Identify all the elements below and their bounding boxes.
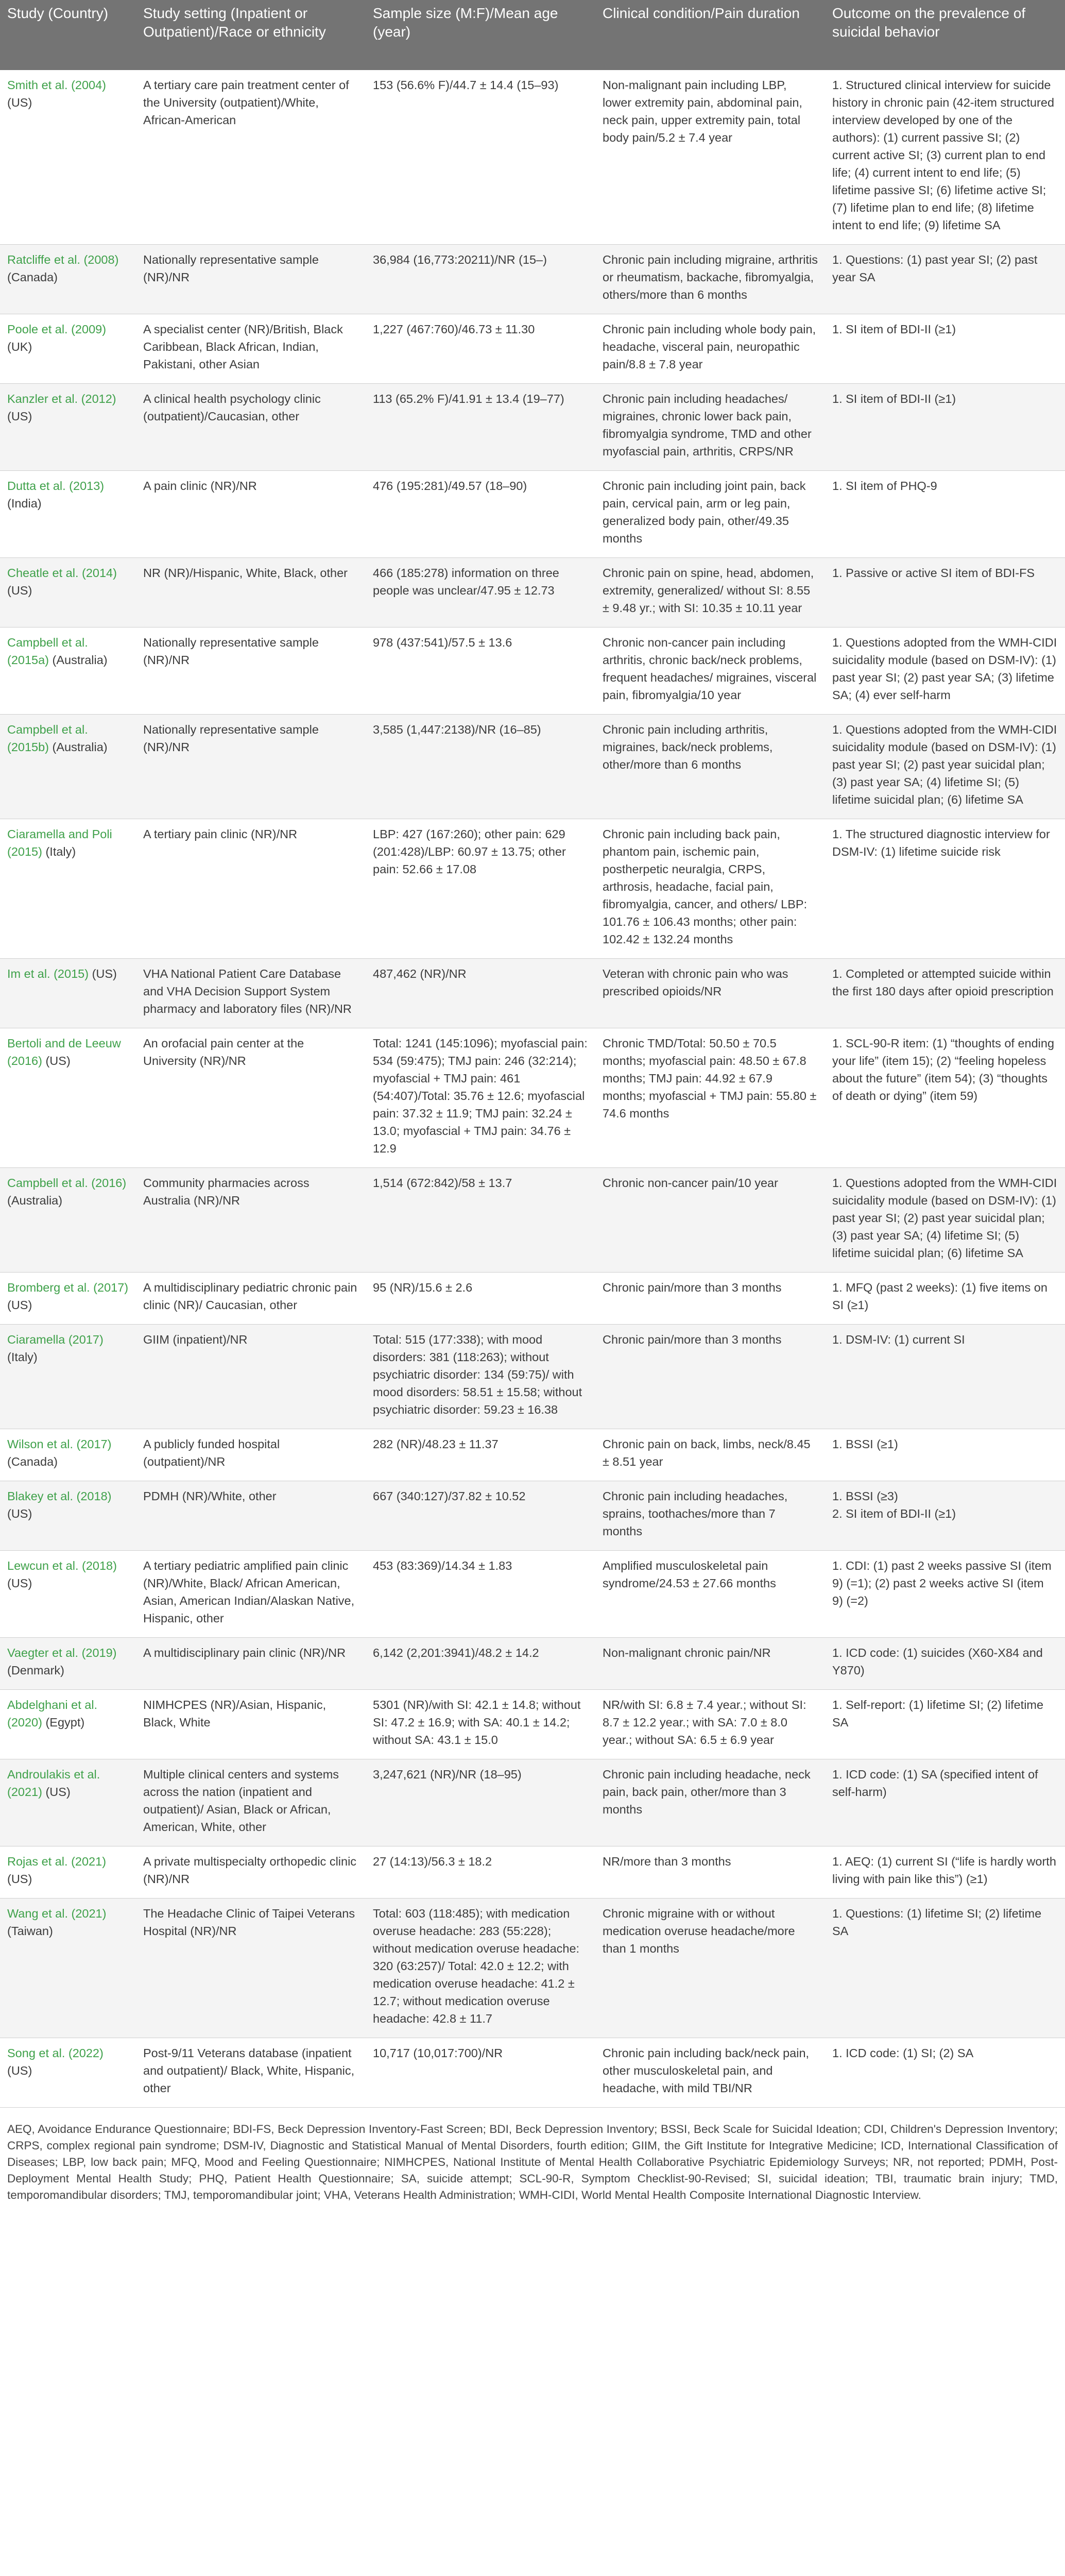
cell-condition: NR/more than 3 months — [595, 1846, 825, 1899]
study-citation-link[interactable]: Blakey et al. (2018) — [7, 1489, 112, 1503]
cell-setting: VHA National Patient Care Database and VHA Decision Support System pharmacy and laboratory files (NR)/NR — [136, 959, 366, 1028]
cell-study — [0, 1481, 136, 1551]
cell-study — [0, 1690, 136, 1759]
study-citation-link[interactable]: Abdelghani et al. (2020) — [7, 1698, 98, 1729]
cell-study — [0, 1325, 136, 1429]
cell-sample: 3,585 (1,447:2138)/NR (16–85) — [366, 715, 595, 819]
cell-sample: 10,717 (10,017:700)/NR — [366, 2038, 595, 2108]
study-country: (US) — [42, 1785, 71, 1799]
cell-outcome: 1. ICD code: (1) suicides (X60-X84 and Y870) — [825, 1638, 1065, 1690]
cell-sample: 978 (437:541)/57.5 ± 13.6 — [366, 628, 595, 715]
cell-study — [0, 628, 136, 715]
study-country: (US) — [42, 1054, 71, 1067]
cell-outcome: 1. SCL-90-R item: (1) “thoughts of ending your life” (item 15); (2) “feeling hopeless about the future” (item 54); (3) “thoughts of death or dying” (item 59) — [825, 1028, 1065, 1168]
table-row — [0, 558, 1065, 628]
study-citation-link[interactable]: Poole et al. (2009) — [7, 323, 107, 336]
cell-outcome: 1. CDI: (1) past 2 weeks passive SI (item 9) (=1); (2) past 2 weeks active SI (item 9) (=2) — [825, 1551, 1065, 1638]
study-citation-link[interactable]: Ratcliffe et al. (2008) — [7, 253, 119, 266]
header-setting: Study setting (Inpatient or Outpatient)/Race or ethnicity — [136, 0, 366, 70]
cell-sample: 487,462 (NR)/NR — [366, 959, 595, 1028]
study-country: (US) — [7, 410, 32, 423]
cell-sample: 113 (65.2% F)/41.91 ± 13.4 (19–77) — [366, 384, 595, 471]
table-row — [0, 1690, 1065, 1759]
cell-setting: The Headache Clinic of Taipei Veterans Hospital (NR)/NR — [136, 1899, 366, 2038]
cell-sample: 282 (NR)/48.23 ± 11.37 — [366, 1429, 595, 1481]
cell-sample: 27 (14:13)/56.3 ± 18.2 — [366, 1846, 595, 1899]
cell-sample: Total: 515 (177:338); with mood disorders: 381 (118:263); without psychiatric disorder: 134 (59:75)/ with mood disorders: 58.51 ± 15.58; without psychiatric disorder: 59.23 ± 16.38 — [366, 1325, 595, 1429]
cell-condition: Chronic pain including migraine, arthritis or rheumatism, backache, fibromyalgia, others/more than 6 months — [595, 245, 825, 314]
cell-setting: NR (NR)/Hispanic, White, Black, other — [136, 558, 366, 628]
cell-condition: Chronic pain/more than 3 months — [595, 1273, 825, 1325]
study-citation-link[interactable]: Ciaramella (2017) — [7, 1333, 104, 1346]
cell-setting: Post-9/11 Veterans database (inpatient and outpatient)/ Black, White, Hispanic, other — [136, 2038, 366, 2108]
cell-condition: Non-malignant pain including LBP, lower extremity pain, abdominal pain, neck pain, upper extremity pain, total body pain/5.2 ± 7.4 year — [595, 70, 825, 245]
study-citation-link[interactable]: Campbell et al. (2015a) — [7, 636, 88, 667]
cell-study — [0, 245, 136, 314]
cell-study — [0, 1028, 136, 1168]
cell-sample: 95 (NR)/15.6 ± 2.6 — [366, 1273, 595, 1325]
cell-condition: Chronic non-cancer pain/10 year — [595, 1168, 825, 1273]
cell-outcome: 1. Questions: (1) past year SI; (2) past year SA — [825, 245, 1065, 314]
cell-condition: NR/with SI: 6.8 ± 7.4 year.; without SI: 8.7 ± 12.2 year.; with SA: 7.0 ± 8.0 year.; without SA: 6.5 ± 6.9 year — [595, 1690, 825, 1759]
study-citation-link[interactable]: Ciaramella and Poli (2015) — [7, 827, 112, 858]
study-citation-link[interactable]: Wang et al. (2021) — [7, 1907, 107, 1920]
cell-outcome: 1. DSM-IV: (1) current SI — [825, 1325, 1065, 1429]
cell-condition: Non-malignant chronic pain/NR — [595, 1638, 825, 1690]
cell-condition: Chronic pain including back/neck pain, other musculoskeletal pain, and headache, with mild TBI/NR — [595, 2038, 825, 2108]
cell-outcome: 1. ICD code: (1) SA (specified intent of self-harm) — [825, 1759, 1065, 1846]
study-country: (UK) — [7, 340, 32, 353]
cell-outcome: 1. Self-report: (1) lifetime SI; (2) lifetime SA — [825, 1690, 1065, 1759]
cell-condition: Chronic pain including joint pain, back pain, cervical pain, arm or leg pain, generalized body pain, other/49.35 months — [595, 471, 825, 558]
table-row — [0, 1273, 1065, 1325]
table-row — [0, 959, 1065, 1028]
cell-study — [0, 1759, 136, 1846]
cell-setting: NIMHCPES (NR)/Asian, Hispanic, Black, White — [136, 1690, 366, 1759]
cell-sample: 476 (195:281)/49.57 (18–90) — [366, 471, 595, 558]
study-citation-link[interactable]: Kanzler et al. (2012) — [7, 392, 116, 405]
cell-condition: Chronic pain including whole body pain, headache, visceral pain, neuropathic pain/8.8 ± 7.8 year — [595, 314, 825, 384]
table-row — [0, 1028, 1065, 1168]
table-row — [0, 384, 1065, 471]
cell-condition: Chronic pain on back, limbs, neck/8.45 ± 8.51 year — [595, 1429, 825, 1481]
cell-setting: A tertiary pediatric amplified pain clinic (NR)/White, Black/ African American, Asian, American Indian/Alaskan Native, Hispanic, other — [136, 1551, 366, 1638]
study-country: (US) — [7, 584, 32, 597]
table-row — [0, 70, 1065, 245]
cell-study — [0, 471, 136, 558]
cell-condition: Chronic pain including headaches, sprains, toothaches/more than 7 months — [595, 1481, 825, 1551]
cell-sample: Total: 1241 (145:1096); myofascial pain: 534 (59:475); TMJ pain: 246 (32:214); myofascial + TMJ pain: 461 (54:407)/Total: 35.76 ± 12.6; myofascial pain: 37.32 ± 11.9; TMJ pain: 32.24 ± 13.0; myofascial + TMJ pain: 34.76 ± 12.9 — [366, 1028, 595, 1168]
cell-outcome: 1. MFQ (past 2 weeks): (1) five items on SI (≥1) — [825, 1273, 1065, 1325]
cell-condition: Chronic pain on spine, head, abdomen, extremity, generalized/ without SI: 8.55 ± 9.48 yr.; with SI: 10.35 ± 10.11 year — [595, 558, 825, 628]
study-country: (US) — [7, 2064, 32, 2077]
cell-study — [0, 558, 136, 628]
study-country: (India) — [7, 497, 42, 510]
table-header — [0, 0, 1065, 70]
table-row — [0, 628, 1065, 715]
cell-sample: 1,514 (672:842)/58 ± 13.7 — [366, 1168, 595, 1273]
table-row — [0, 314, 1065, 384]
table-row — [0, 1325, 1065, 1429]
cell-sample: 5301 (NR)/with SI: 42.1 ± 14.8; without SI: 47.2 ± 16.9; with SA: 40.1 ± 14.2; without SA: 43.1 ± 15.0 — [366, 1690, 595, 1759]
study-citation-link[interactable]: Campbell et al. (2016) — [7, 1176, 127, 1190]
cell-setting: An orofacial pain center at the University (NR)/NR — [136, 1028, 366, 1168]
study-country: (Italy) — [7, 1350, 38, 1364]
study-citation-link[interactable]: Lewcun et al. (2018) — [7, 1559, 117, 1572]
cell-sample: 3,247,621 (NR)/NR (18–95) — [366, 1759, 595, 1846]
table-row — [0, 1429, 1065, 1481]
cell-outcome: 1. Questions adopted from the WMH-CIDI suicidality module (based on DSM-IV): (1) past year SI; (2) past year SA; (3) lifetime SA; (4) ever self-harm — [825, 628, 1065, 715]
cell-outcome: 1. AEQ: (1) current SI (“life is hardly worth living with pain like this”) (≥1) — [825, 1846, 1065, 1899]
study-country: (Australia) — [49, 740, 108, 754]
table-row — [0, 819, 1065, 959]
table-row — [0, 1551, 1065, 1638]
study-citation-link[interactable]: Bertoli and de Leeuw (2016) — [7, 1037, 121, 1067]
cell-setting: PDMH (NR)/White, other — [136, 1481, 366, 1551]
cell-study — [0, 1273, 136, 1325]
study-citation-link[interactable]: Vaegter et al. (2019) — [7, 1646, 117, 1659]
cell-condition: Chronic pain including back pain, phantom pain, ischemic pain, postherpetic neuralgia, CRPS, arthrosis, headache, facial pain, fibromyalgia, cancer, and others/ LBP: 101.76 ± 106.43 months; other pain: 102.42 ± 132.24 months — [595, 819, 825, 959]
study-citation-link[interactable]: Bromberg et al. (2017) — [7, 1281, 129, 1294]
cell-setting: A publicly funded hospital (outpatient)/NR — [136, 1429, 366, 1481]
table-row — [0, 2038, 1065, 2108]
cell-setting: A clinical health psychology clinic (outpatient)/Caucasian, other — [136, 384, 366, 471]
cell-outcome: 1. Questions: (1) lifetime SI; (2) lifetime SA — [825, 1899, 1065, 2038]
cell-condition: Chronic migraine with or without medication overuse headache/more than 1 months — [595, 1899, 825, 2038]
cell-study — [0, 1846, 136, 1899]
cell-sample: LBP: 427 (167:260); other pain: 629 (201:428)/LBP: 60.97 ± 13.75; other pain: 52.66 ± 17.08 — [366, 819, 595, 959]
table-row — [0, 1846, 1065, 1899]
study-citation-link[interactable]: Song et al. (2022) — [7, 2046, 104, 2060]
study-citation-link[interactable]: Dutta et al. (2013) — [7, 479, 105, 493]
cell-condition: Chronic non-cancer pain including arthritis, chronic back/neck problems, frequent headaches/ migraines, visceral pain, fibromyalgia/10 year — [595, 628, 825, 715]
study-citation-link[interactable]: Rojas et al. (2021) — [7, 1855, 107, 1868]
cell-study — [0, 1899, 136, 2038]
cell-condition: Chronic pain/more than 3 months — [595, 1325, 825, 1429]
cell-study — [0, 715, 136, 819]
table-row — [0, 715, 1065, 819]
cell-setting: Community pharmacies across Australia (NR)/NR — [136, 1168, 366, 1273]
cell-condition: Chronic pain including headache, neck pain, back pain, other/more than 3 months — [595, 1759, 825, 1846]
header-study: Study (Country) — [0, 0, 136, 70]
header-sample: Sample size (M:F)/Mean age (year) — [366, 0, 595, 70]
cell-setting: A tertiary care pain treatment center of the University (outpatient)/White, African-American — [136, 70, 366, 245]
cell-condition: Chronic pain including headaches/ migraines, chronic lower back pain, fibromyalgia syndrome, TMD and other myofascial pain, arthritis, CRPS/NR — [595, 384, 825, 471]
study-citation-link[interactable]: Cheatle et al. (2014) — [7, 566, 117, 580]
table-body — [0, 70, 1065, 2108]
cell-outcome: 1. ICD code: (1) SI; (2) SA — [825, 2038, 1065, 2108]
cell-study — [0, 819, 136, 959]
study-citation-link[interactable]: Androulakis et al. (2021) — [7, 1768, 100, 1799]
cell-outcome: 1. BSSI (≥1) — [825, 1429, 1065, 1481]
cell-sample: 453 (83:369)/14.34 ± 1.83 — [366, 1551, 595, 1638]
cell-setting: GIIM (inpatient)/NR — [136, 1325, 366, 1429]
study-citation-link[interactable]: Wilson et al. (2017) — [7, 1437, 112, 1451]
table-row — [0, 1481, 1065, 1551]
table-row — [0, 1899, 1065, 2038]
cell-condition: Amplified musculoskeletal pain syndrome/24.53 ± 27.66 months — [595, 1551, 825, 1638]
cell-outcome: 1. SI item of PHQ-9 — [825, 471, 1065, 558]
cell-study — [0, 70, 136, 245]
cell-study — [0, 2038, 136, 2108]
cell-setting: A specialist center (NR)/British, Black Caribbean, Black African, Indian, Pakistani, other Asian — [136, 314, 366, 384]
study-country: (Canada) — [7, 1455, 58, 1468]
header-outcome: Outcome on the prevalence of suicidal behavior — [825, 0, 1065, 70]
study-country: (US) — [7, 1872, 32, 1886]
cell-outcome: 1. Questions adopted from the WMH-CIDI suicidality module (based on DSM-IV): (1) past year SI; (2) past year suicidal plan; (3) past year SA; (4) lifetime SI; (5) lifetime suicidal plan; (6) lifetime SA — [825, 1168, 1065, 1273]
cell-setting: Nationally representative sample (NR)/NR — [136, 715, 366, 819]
table-row — [0, 1638, 1065, 1690]
cell-sample: 466 (185:278) information on three people was unclear/47.95 ± 12.73 — [366, 558, 595, 628]
cell-outcome: 1. Passive or active SI item of BDI-FS — [825, 558, 1065, 628]
cell-setting: A multidisciplinary pain clinic (NR)/NR — [136, 1638, 366, 1690]
cell-setting: Multiple clinical centers and systems across the nation (inpatient and outpatient)/ Asian, Black or African, American, White, other — [136, 1759, 366, 1846]
cell-sample: 36,984 (16,773:20211)/NR (15–) — [366, 245, 595, 314]
cell-setting: A multidisciplinary pediatric chronic pain clinic (NR)/ Caucasian, other — [136, 1273, 366, 1325]
cell-sample: 153 (56.6% F)/44.7 ± 14.4 (15–93) — [366, 70, 595, 245]
study-country: (Egypt) — [42, 1716, 85, 1729]
header-condition: Clinical condition/Pain duration — [595, 0, 825, 70]
study-country: (Canada) — [7, 270, 58, 284]
table-row — [0, 1168, 1065, 1273]
table-row — [0, 1759, 1065, 1846]
study-country: (Denmark) — [7, 1664, 64, 1677]
table-row — [0, 245, 1065, 314]
study-country: (US) — [89, 967, 117, 980]
table-row — [0, 471, 1065, 558]
cell-study — [0, 1551, 136, 1638]
cell-study — [0, 314, 136, 384]
cell-study — [0, 384, 136, 471]
study-country: (US) — [7, 1507, 32, 1520]
cell-outcome: 1. Completed or attempted suicide within the first 180 days after opioid prescription — [825, 959, 1065, 1028]
cell-study — [0, 1638, 136, 1690]
cell-setting: Nationally representative sample (NR)/NR — [136, 245, 366, 314]
cell-outcome: 1. The structured diagnostic interview for DSM-IV: (1) lifetime suicide risk — [825, 819, 1065, 959]
cell-setting: A tertiary pain clinic (NR)/NR — [136, 819, 366, 959]
study-citation-link[interactable]: Im et al. (2015) — [7, 967, 89, 980]
cell-setting: Nationally representative sample (NR)/NR — [136, 628, 366, 715]
cell-condition: Chronic TMD/Total: 50.50 ± 70.5 months; myofascial pain: 48.50 ± 67.8 months; TMJ pain: 44.92 ± 67.9 months; myofascial + TMJ pain: 55.80 ± 74.6 months — [595, 1028, 825, 1168]
cell-study — [0, 959, 136, 1028]
cell-condition: Chronic pain including arthritis, migraines, back/neck problems, other/more than 6 months — [595, 715, 825, 819]
study-country: (Australia) — [7, 1194, 63, 1207]
cell-outcome: 1. BSSI (≥3) 2. SI item of BDI-II (≥1) — [825, 1481, 1065, 1551]
study-citation-link[interactable]: Smith et al. (2004) — [7, 78, 107, 92]
study-country: (US) — [7, 1577, 32, 1590]
cell-study — [0, 1168, 136, 1273]
study-country: (Australia) — [49, 653, 108, 667]
table-footnote: AEQ, Avoidance Endurance Questionnaire; BDI-FS, Beck Depression Inventory-Fast Screen; BDI, Beck Depression Inventory; BSSI, Beck Scale for Suicidal Ideation; CDI, Children's Depression Inventory; CRPS, complex regional pain syndrome; DSM-IV, Diagnostic and Statistical Manual of Mental Disorders, fourth edition; GIIM, the Gift Institute for Integrative Medicine; ICD, International Classification of Diseases; LBP, low back pain; MFQ, Mood and Feeling Questionnaire; NIMHCPES, National Institute of Mental Health Collaborative Psychiatric Epidemiology Surveys; NR, not reported; PDMH, Post-Deployment Mental Health Study; PHQ, Patient Health Questionnaire; SA, suicide attempt; SCL-90-R, Symptom Checklist-90-Revised; SI, suicidal ideation; TBI, traumatic brain injury; TMD, temporomandibular disorders; TMJ, temporomandibular joint; VHA, Veterans Health Administration; WMH-CIDI, World Mental Health Composite International Diagnostic Interview. — [7, 2123, 1058, 2201]
cell-outcome: 1. Structured clinical interview for suicide history in chronic pain (42-item structured interview developed by one of the authors): (1) current passive SI; (2) current active SI; (3) current plan to end life; (4) current intent to end life; (5) lifetime passive SI; (6) lifetime active SI; (7) lifetime plan to end life; (8) lifetime intent to end life; (9) lifetime SA — [825, 70, 1065, 245]
study-citation-link[interactable]: Campbell et al. (2015b) — [7, 723, 88, 754]
cell-setting: A pain clinic (NR)/NR — [136, 471, 366, 558]
cell-outcome: 1. Questions adopted from the WMH-CIDI suicidality module (based on DSM-IV): (1) past year SI; (2) past year suicidal plan; (3) past year SA; (4) lifetime SI; (5) lifetime suicidal plan; (6) lifetime SA — [825, 715, 1065, 819]
cell-sample: 6,142 (2,201:3941)/48.2 ± 14.2 — [366, 1638, 595, 1690]
study-country: (US) — [7, 1298, 32, 1312]
cell-study — [0, 1429, 136, 1481]
cell-sample: 667 (340:127)/37.82 ± 10.52 — [366, 1481, 595, 1551]
cell-outcome: 1. SI item of BDI-II (≥1) — [825, 384, 1065, 471]
cell-sample: Total: 603 (118:485); with medication overuse headache: 283 (55:228); without medication overuse headache: 320 (63:257)/ Total: 42.0 ± 12.2; with medication overuse headache: 41.2 ± 12.7; without medication overuse headache: 42.8 ± 11.7 — [366, 1899, 595, 2038]
cell-setting: A private multispecialty orthopedic clinic (NR)/NR — [136, 1846, 366, 1899]
study-country: (Italy) — [42, 845, 76, 858]
cell-sample: 1,227 (467:760)/46.73 ± 11.30 — [366, 314, 595, 384]
cell-condition: Veteran with chronic pain who was prescribed opioids/NR — [595, 959, 825, 1028]
study-country: (Taiwan) — [7, 1924, 53, 1938]
study-country: (US) — [7, 96, 32, 109]
cell-outcome: 1. SI item of BDI-II (≥1) — [825, 314, 1065, 384]
